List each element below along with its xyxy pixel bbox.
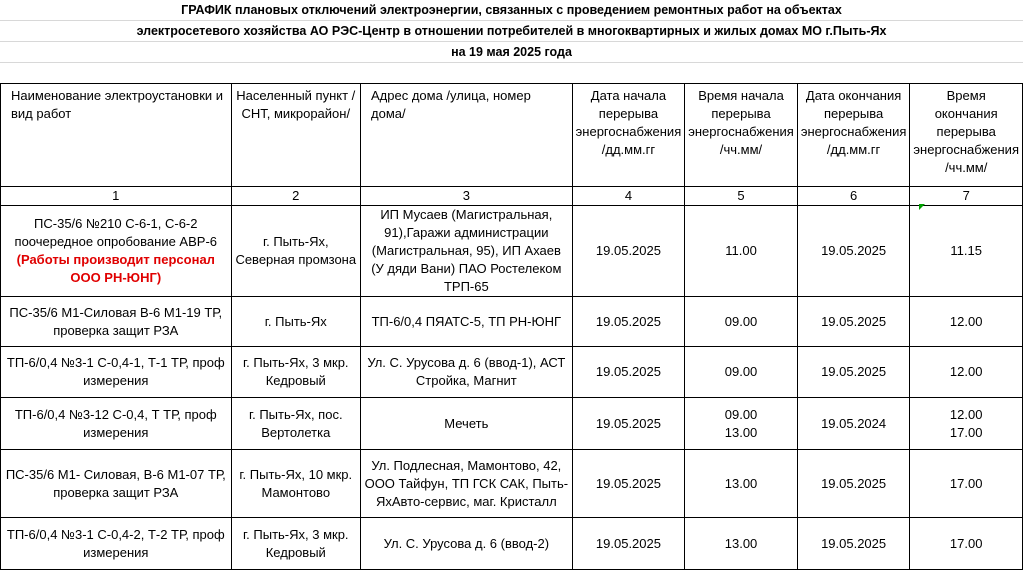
- cell-start-date[interactable]: 19.05.2025: [572, 206, 685, 297]
- cell-end-time[interactable]: 12.00: [910, 347, 1023, 398]
- table-row: [1, 297, 1023, 347]
- cell-equipment[interactable]: [1, 206, 232, 297]
- equipment-text: ПС-35/6 №210 С-6-1, С-6-2 поочередное опробование АВР-6: [14, 216, 218, 249]
- cell-address[interactable]: ТП-6/0,4 ПЯАТС-5, ТП РН-ЮНГ: [361, 297, 573, 347]
- cell-address[interactable]: Мечеть: [361, 398, 573, 450]
- title-line-1: ГРАФИК плановых отключений электроэнергии, связанных с проведением ремонтных работ на объектах: [0, 0, 1023, 21]
- header-start-time[interactable]: Время начала перерыва энергоснабжения /чч.мм/: [685, 84, 798, 187]
- cell-locality[interactable]: г. Пыть-Ях, 10 мкр. Мамонтово: [231, 450, 360, 518]
- cell-start-time[interactable]: 11.00: [685, 206, 798, 297]
- cell-equipment[interactable]: [1, 398, 232, 450]
- cell-start-time[interactable]: 09.00 13.00: [685, 398, 798, 450]
- cell-start-time[interactable]: 13.00: [685, 450, 798, 518]
- cell-end-date[interactable]: 19.05.2024: [797, 398, 910, 450]
- column-number[interactable]: 3: [361, 187, 573, 206]
- equipment-text: ТП-6/0,4 №3-1 С-0,4-2, Т-2 ТР, проф измерения: [6, 526, 225, 560]
- header-end-time[interactable]: Время окончания перерыва энергоснабжения /чч.мм/: [910, 84, 1023, 187]
- title-line-3: на 19 мая 2025 года: [0, 42, 1023, 63]
- equipment-text: ТП-6/0,4 №3-1 С-0,4-1, Т-1 ТР, проф измерения: [6, 355, 225, 388]
- table-row: [1, 347, 1023, 398]
- cell-start-date[interactable]: 19.05.2025: [572, 398, 685, 450]
- column-number[interactable]: 6: [797, 187, 910, 206]
- cell-locality[interactable]: г. Пыть-Ях, пос. Вертолетка: [231, 398, 360, 450]
- cell-end-date[interactable]: 19.05.2025: [797, 347, 910, 398]
- cell-equipment[interactable]: [1, 450, 232, 518]
- header-locality[interactable]: Населенный пункт /СНТ, микрорайон/: [231, 84, 360, 187]
- cell-start-time[interactable]: 13.00: [685, 518, 798, 570]
- table-row: [1, 398, 1023, 450]
- cell-end-date[interactable]: 19.05.2025: [797, 206, 910, 297]
- cell-start-date[interactable]: 19.05.2025: [572, 450, 685, 518]
- cell-equipment[interactable]: [1, 518, 232, 570]
- cell-end-date[interactable]: 19.05.2025: [797, 450, 910, 518]
- cell-equipment[interactable]: [1, 297, 232, 347]
- cell-locality[interactable]: г. Пыть-Ях, Северная промзона: [231, 206, 360, 297]
- contractor-note: (Работы производит персонал ООО РН-ЮНГ): [16, 252, 215, 285]
- cell-end-time[interactable]: 17.00: [910, 450, 1023, 518]
- equipment-text: ПС-35/6 М1-Силовая В-6 М1-19 ТР, проверка защит РЗА: [9, 304, 223, 338]
- title-line-2: электросетевого хозяйства АО РЭС-Центр в отношении потребителей в многоквартирных и жилых домах МО г.Пыть-Ях: [0, 21, 1023, 42]
- header-end-date[interactable]: Дата окончания перерыва энергоснабжения /дд.мм.гг: [797, 84, 910, 187]
- blank-row: [0, 63, 1023, 84]
- cell-address[interactable]: Ул. Подлесная, Мамонтово, 42, ООО Тайфун, ТП ГСК САК, Пыть-ЯхАвто-сервис, маг. Кристалл: [361, 450, 573, 518]
- cell-start-date[interactable]: 19.05.2025: [572, 347, 685, 398]
- cell-locality[interactable]: г. Пыть-Ях: [231, 297, 360, 347]
- table-row: [1, 450, 1023, 518]
- column-number[interactable]: 4: [572, 187, 685, 206]
- cell-start-time[interactable]: 09.00: [685, 297, 798, 347]
- cell-locality[interactable]: г. Пыть-Ях, 3 мкр. Кедровый: [231, 347, 360, 398]
- cell-address[interactable]: Ул. С. Урусова д. 6 (ввод-1), АСТ Стройка, Магнит: [361, 347, 573, 398]
- cell-end-date[interactable]: 19.05.2025: [797, 297, 910, 347]
- cell-end-date[interactable]: 19.05.2025: [797, 518, 910, 570]
- cell-end-time[interactable]: 11.15: [910, 206, 1023, 297]
- column-number-row: [1, 187, 1023, 206]
- cell-comment-marker-icon: [919, 204, 925, 210]
- cell-address[interactable]: Ул. С. Урусова д. 6 (ввод-2): [361, 518, 573, 570]
- column-number[interactable]: 7: [910, 187, 1023, 206]
- header-start-date[interactable]: Дата начала перерыва энергоснабжения /дд.мм.гг: [572, 84, 685, 187]
- outage-schedule-table: [0, 83, 1023, 570]
- cell-end-time[interactable]: 12.00 17.00: [910, 398, 1023, 450]
- table-row: [1, 518, 1023, 570]
- header-equipment[interactable]: Наименование электроустановки и вид работ: [1, 84, 232, 187]
- equipment-text: ТП-6/0,4 №3-12 С-0,4, Т ТР, проф измерения: [14, 406, 217, 440]
- equipment-text: ПС-35/6 М1- Силовая, В-6 М1-07 ТР, проверка защит РЗА: [5, 466, 226, 500]
- cell-start-date[interactable]: 19.05.2025: [572, 518, 685, 570]
- cell-address[interactable]: ИП Мусаев (Магистральная, 91),Гаражи администрации (Магистральная, 95), ИП Ахаев (У дяди Вани) ПАО Ростелеком ТРП-65: [361, 206, 573, 297]
- cell-equipment[interactable]: [1, 347, 232, 398]
- header-address[interactable]: Адрес дома /улица, номер дома/: [361, 84, 573, 187]
- column-number[interactable]: 1: [1, 187, 232, 206]
- column-number[interactable]: 5: [685, 187, 798, 206]
- table-row: [1, 206, 1023, 297]
- cell-start-date[interactable]: 19.05.2025: [572, 297, 685, 347]
- table-body: [1, 206, 1023, 570]
- cell-end-time[interactable]: 17.00: [910, 518, 1023, 570]
- header-row: [1, 84, 1023, 187]
- title-block: [0, 0, 1023, 84]
- cell-end-time[interactable]: 12.00: [910, 297, 1023, 347]
- cell-start-time[interactable]: 09.00: [685, 347, 798, 398]
- cell-locality[interactable]: г. Пыть-Ях, 3 мкр. Кедровый: [231, 518, 360, 570]
- column-number[interactable]: 2: [231, 187, 360, 206]
